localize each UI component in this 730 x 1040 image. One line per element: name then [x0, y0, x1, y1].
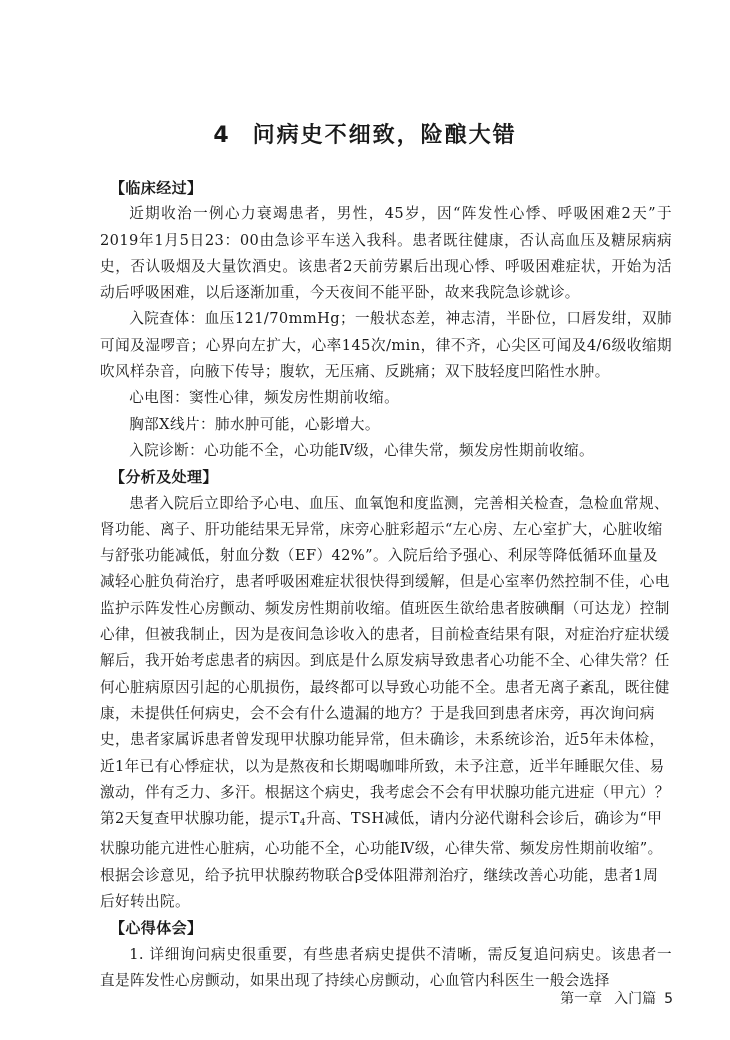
paragraph: 近期收治一例心力衰竭患者，男性，45岁，因“阵发性心悸、呼吸困难2天”于2019年1月5日23：00由急诊平车送入我科。患者既往健康，否认高血压及糖尿病病史，否认吸烟及大量饮酒史。该患者2天前劳累后出现心悸、呼吸困难症状，开始为活动后呼吸困难，以后逐渐加重，今天夜间不能平卧，故来我院急诊就诊。: [100, 205, 672, 302]
page-number: 5: [664, 991, 673, 1007]
paragraph: [100, 491, 672, 916]
paragraph: 入院查体：血压121/70mmHg；一般状态差，神志清，半卧位，口唇发绀，双肺可闻及湿啰音；心界向左扩大，心率145次/min，律不齐，心尖区可闻及4/6级收缩期吹风样杂音，向腋下传导；腹软，无压痛、反跳痛；双下肢轻度凹陷性水肿。: [100, 310, 672, 381]
heading-reflection: 【心得体会】: [110, 919, 203, 938]
title-number: 4: [213, 123, 231, 148]
paragraph: 入院诊断：心功能不全，心功能Ⅳ级，心律失常，频发房性期前收缩。: [129, 441, 594, 459]
paragraph-text-tail: 升高、TSH减低，请内分泌代谢科会诊后，确诊为“甲状腺功能亢进性心脏病，心功能不全，心功能Ⅳ级，心律失常、频发房性期前收缩”。根据会诊意见，给予抗甲状腺药物联合β受体阻滞剂治疗，继续改善心功能，患者1周后好转出院。: [100, 810, 663, 911]
heading-analysis: 【分析及处理】: [110, 468, 218, 487]
paragraph: 胸部X线片：肺水肿可能，心影增大。: [129, 415, 380, 433]
t4-subscript: 4: [299, 818, 306, 829]
heading-clinical-course: 【临床经过】: [110, 179, 203, 197]
footer-chapter: 第一章: [560, 991, 603, 1007]
paragraph: 1. 详细询问病史很重要，有些患者病史提供不清晰，需反复追问病史。该患者一直是阵发性心房颤动，如果出现了持续心房颤动，心血管内科医生一般会选择: [100, 945, 672, 989]
body-text: [100, 175, 672, 994]
page-footer: [560, 988, 673, 1008]
title-text: 问病史不细致，险酿大错: [252, 123, 517, 148]
paragraph-text: 患者入院后立即给予心电、血压、血氧饱和度监测，完善相关检查，急检血常规、肾功能、离子、肝功能结果无异常，床旁心脏彩超示“左心房、左心室扩大，心脏收缩与舒张功能减低，射血分数（EF）42%”。入院后给予强心、利尿等降低循环血量及减轻心脏负荷治疗，患者呼吸困难症状很快得到缓解，但是心室率仍然控制不佳，心电监护示阵发性心房颤动、频发房性期前收缩。值班医生欲给患者胺碘酮（可达龙）控制心律，但被我制止，因为是夜间急诊收入的患者，目前检查结果有限，对症治疗症状缓解后，我开始考虑患者的病因。到底是什么原发病导致患者心功能不全、心律失常？任何心脏病原因引起的心肌损伤，最终都可以导致心功能不全。患者无离子紊乱，既往健康，未提供任何病史，会不会有什么遗漏的地方？于是我回到患者床旁，再次询问病史，患者家属诉患者曾发现甲状腺功能异常，但未确诊，未系统诊治，近5年未体检，近1年已有心悸症状，以为是熬夜和长期喝咖啡所致，未予注意，近半年睡眠欠佳、易激动，伴有乏力、多汗。根据这个病史，我考虑会不会有甲状腺功能亢进症（甲亢）？第2天复查甲状腺功能，提示: [100, 494, 670, 828]
paragraph: 心电图：窦性心律，频发房性期前收缩。: [129, 389, 400, 407]
page-title: [0, 118, 730, 149]
t4-symbol: T: [289, 810, 300, 828]
footer-section: 入门篇: [614, 991, 657, 1007]
